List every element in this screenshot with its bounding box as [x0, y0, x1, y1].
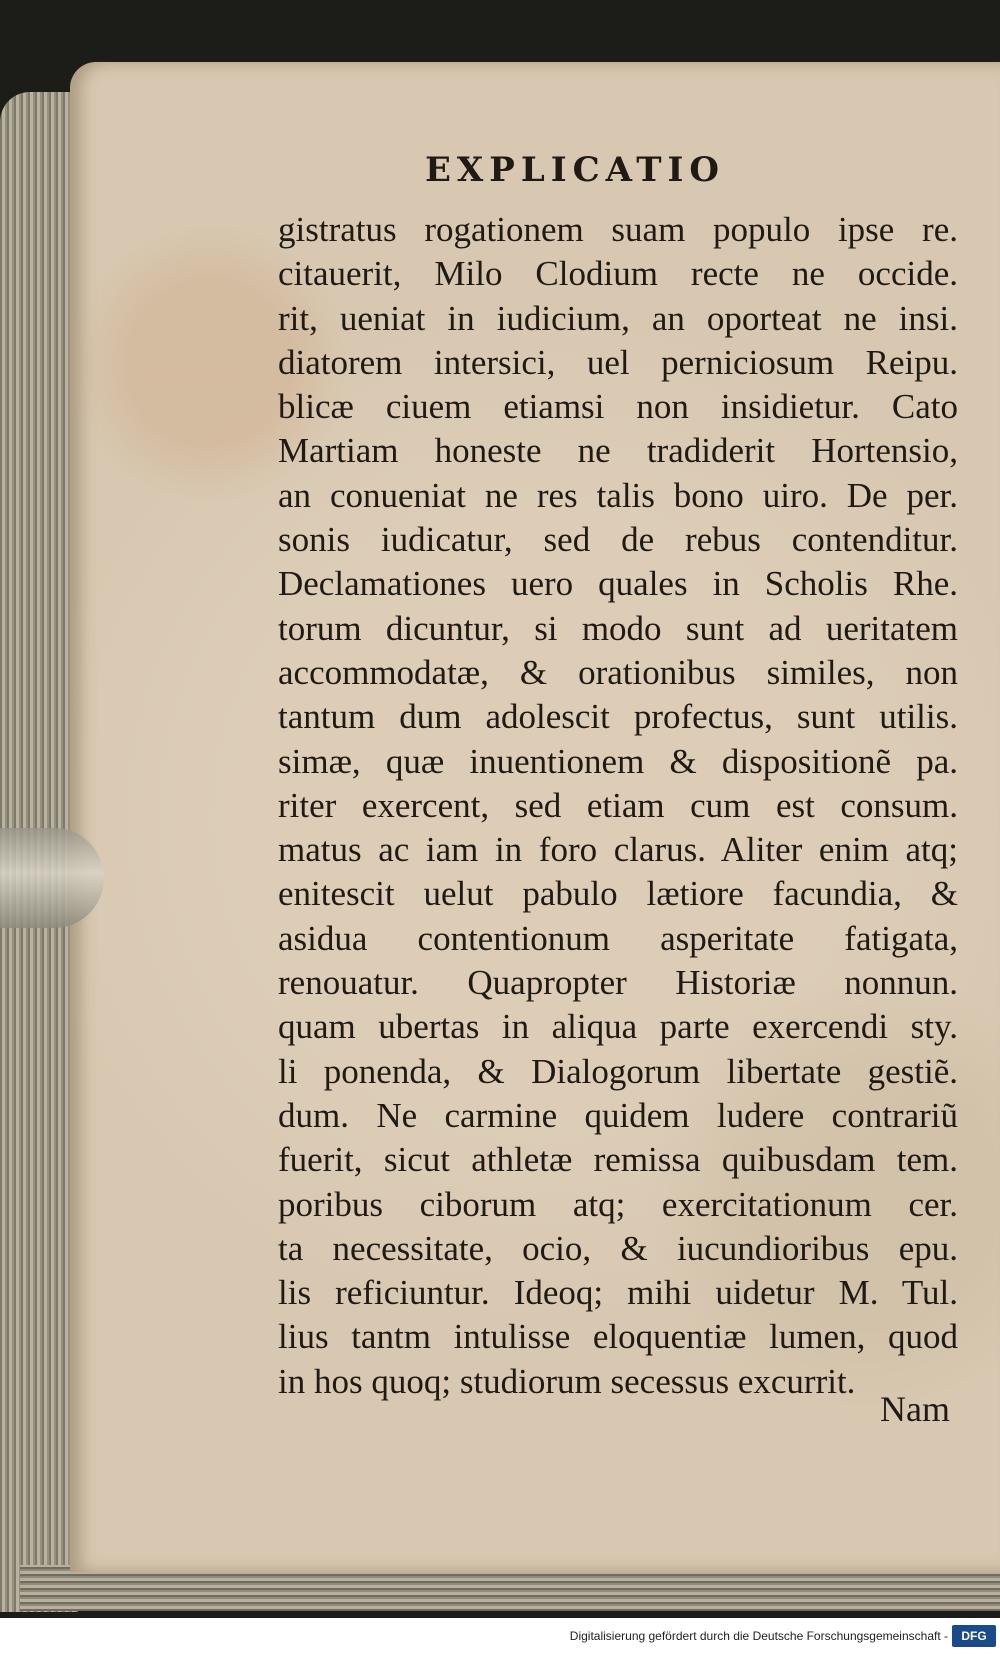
- text-line: citauerit, Milo Clodium recte ne occide.: [278, 254, 958, 294]
- text-line: accommodatæ, & orationibus similes, non: [278, 652, 958, 692]
- text-line: sonis iudicatur, sed de rebus contenditur.: [278, 520, 958, 560]
- text-line: Martiam honeste ne tradiderit Hortensio,: [278, 431, 958, 471]
- text-line: ta necessitate, ocio, & iucundioribus epu.: [278, 1228, 958, 1268]
- text-line: an conueniat ne res talis bono uiro. De per.: [278, 475, 958, 515]
- text-line: tantum dum adolescit profectus, sunt utilis.: [278, 697, 958, 737]
- body-text: [278, 208, 958, 1404]
- clasp-tab: [0, 828, 104, 928]
- text-line: lis reficiuntur. Ideoq; mihi uidetur M. Tul.: [278, 1273, 958, 1313]
- text-line: gistratus rogationem suam populo ipse re.: [278, 210, 958, 249]
- text-line: quam ubertas in aliqua parte exercendi sty.: [278, 1007, 958, 1047]
- text-line: torum dicuntur, si modo sunt ad ueritatem: [278, 608, 958, 648]
- text-line: poribus ciborum atq; exercitationum cer.: [278, 1184, 958, 1224]
- text-line: rit, ueniat in iudicium, an oporteat ne insi.: [278, 298, 958, 338]
- digitization-footer: [0, 1618, 1000, 1654]
- text-line: in hos quoq; studiorum secessus excurrit.: [278, 1361, 856, 1401]
- running-header: EXPLICATIO: [424, 150, 726, 190]
- funding-credit: Digitalisierung gefördert durch die Deutsche Forschungsgemeinschaft -: [569, 1629, 948, 1643]
- text-line: blicæ ciuem etiamsi non insidietur. Cato: [278, 387, 958, 427]
- catchword: Nam: [880, 1389, 950, 1429]
- dfg-logo: DFG: [952, 1625, 996, 1647]
- text-line: matus ac iam in foro clarus. Aliter enim atq;: [278, 830, 958, 870]
- text-line: renouatur. Quapropter Historiæ nonnun.: [278, 963, 958, 1003]
- text-line: riter exercent, sed etiam cum est consum.: [278, 785, 958, 825]
- text-line: dum. Ne carmine quidem ludere contrariũ: [278, 1095, 958, 1135]
- text-line: Declamationes uero quales in Scholis Rhe.: [278, 564, 958, 604]
- text-line: li ponenda, & Dialogorum libertate gestiẽ.: [278, 1051, 958, 1091]
- text-line: lius tantm intulisse eloquentiæ lumen, quod: [278, 1317, 958, 1357]
- text-line: enitescit uelut pabulo lætiore facundia, &: [278, 874, 958, 914]
- text-line: fuerit, sicut athletæ remissa quibusdam tem.: [278, 1140, 958, 1180]
- text-line: diatorem intersici, uel perniciosum Reipu.: [278, 342, 958, 382]
- text-line: simæ, quæ inuentionem & dispositionẽ pa.: [278, 741, 958, 781]
- text-line: asidua contentionum asperitate fatigata,: [278, 918, 958, 958]
